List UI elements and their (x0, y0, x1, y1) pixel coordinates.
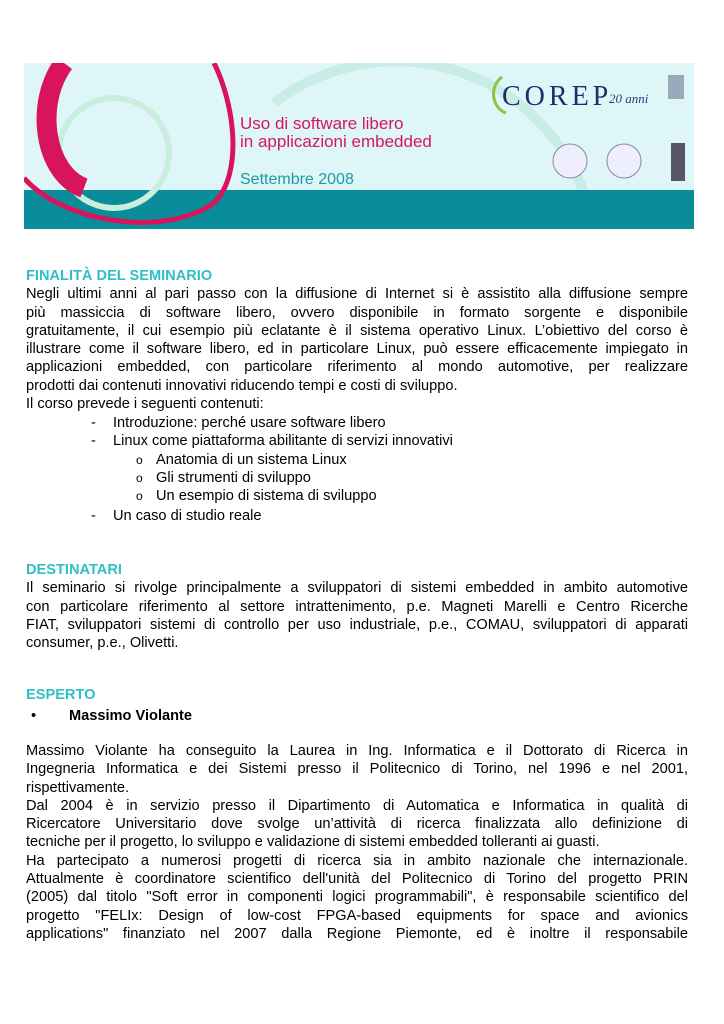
sub-list-item: Anatomia di un sistema Linux (156, 452, 347, 468)
section-audience (26, 561, 688, 652)
circle-marker: o (136, 489, 143, 503)
text-line: Il seminario si rivolge principalmente a sviluppatori di sistemi embedded in ambito automotive (26, 580, 688, 597)
list-intro: Il corso prevede i seguenti contenuti: (26, 396, 264, 413)
text-line: applicazioni embedded, con particolare riferimento al mondo automotive, per realizzare (26, 359, 688, 376)
text-line: Dal 2004 è in servizio presso il Dipartimento di Automatica e Informatica in qualità di (26, 797, 688, 814)
text-line: Negli ultimi anni al pari passo con la diffusione di Internet si è assistito alla diffusione sempre (26, 286, 688, 303)
text-line: consumer, p.e., Olivetti. (26, 635, 179, 652)
text-line: rispettivamente. (26, 779, 130, 796)
text-line: progetto "FELIx: Design of low-cost FPGA-based equipments for space and avionics (26, 907, 688, 924)
sub-list-item: Un esempio di sistema di sviluppo (156, 488, 377, 504)
text-line: Ricercatore Universitario dove svolge un’attività di ricerca finalizzata allo definizione di (26, 816, 688, 833)
text-line: prodotti dai contenuti innovativi riducendo tempi e costi di sviluppo. (26, 377, 458, 394)
seminar-banner (24, 63, 694, 229)
text-line: Ha partecipato a numerosi progetti di ricerca sia in ambito nazionale che internazionale. (26, 852, 688, 869)
section-heading: FINALITÀ DEL SEMINARIO (26, 268, 213, 284)
text-line: FIAT, sviluppatori sistemi di controllo per uso industriale, p.e., COMAU, sviluppatori di apparati (26, 616, 688, 633)
corep-logo: COREP (502, 81, 613, 112)
text-line: più massiccia di software libero, ovvero disponibile in formato sorgente e disponibile (26, 304, 688, 321)
banner-graphic (24, 63, 694, 229)
sub-list-item: Gli strumenti di sviluppo (156, 470, 311, 486)
text-line: Attualmente è coordinatore scientifico dell'unità del Politecnico di Torino del progetto PRIN (26, 871, 688, 888)
anniversary-logo: 20 anni (609, 91, 649, 106)
banner-title-line2: in applicazioni embedded (240, 132, 432, 151)
text-line: tecniche per il progetto, lo sviluppo e validazione di sistemi embedded tolleranti ai guasti. (26, 834, 600, 851)
dash-marker: - (91, 415, 96, 431)
text-line: gratuitamente, il cui esempio più eclatante è il sistema operativo Linux. L’obiettivo del corso è (26, 322, 688, 339)
expert-name: Massimo Violante (69, 708, 193, 724)
text-line: Massimo Violante ha conseguito la Laurea in Ing. Informatica e il Dottorato di Ricerca in (26, 743, 688, 759)
partner-logo (668, 75, 684, 99)
university-seal-1 (553, 144, 587, 178)
expert-bio (26, 742, 688, 943)
section-heading: DESTINATARI (26, 562, 122, 578)
list-item: Un caso di studio reale (113, 508, 262, 524)
university-seal-2 (607, 144, 641, 178)
list-item: Introduzione: perché usare software libero (113, 415, 386, 431)
dash-marker: - (91, 433, 96, 449)
partner-emblem (671, 143, 685, 181)
banner-title-line1: Uso di software libero (240, 114, 404, 133)
text-line: Ingegneria Informatica e dei Sistemi presso il Politecnico di Torino, nel 1996 e nel 2001, (26, 761, 688, 778)
text-line: con particolare riferimento al settore intrattenimento, p.e. Magneti Marelli e Centro Ricerche (26, 598, 688, 615)
section-expert-heading (26, 686, 688, 704)
text-line: applications" finanziato nel 2007 dalla Regione Piemonte, ed è inoltre il responsabile (26, 925, 688, 942)
dash-marker: - (91, 508, 96, 524)
bullet-icon: • (31, 708, 37, 724)
section-heading: ESPERTO (26, 687, 96, 703)
circle-marker: o (136, 471, 143, 485)
circle-marker: o (136, 453, 143, 467)
text-line: (2005) dal titolo "Soft error in componenti logici programmabili", è responsabile scientifico del (26, 889, 688, 906)
list-item: Linux come piattaforma abilitante di servizi innovativi (113, 433, 453, 449)
banner-date: Settembre 2008 (240, 171, 354, 188)
text-line: illustrare come il software libero, ed in particolare Linux, può essere efficacemente impiegato in (26, 341, 688, 358)
section-purpose (26, 267, 688, 413)
